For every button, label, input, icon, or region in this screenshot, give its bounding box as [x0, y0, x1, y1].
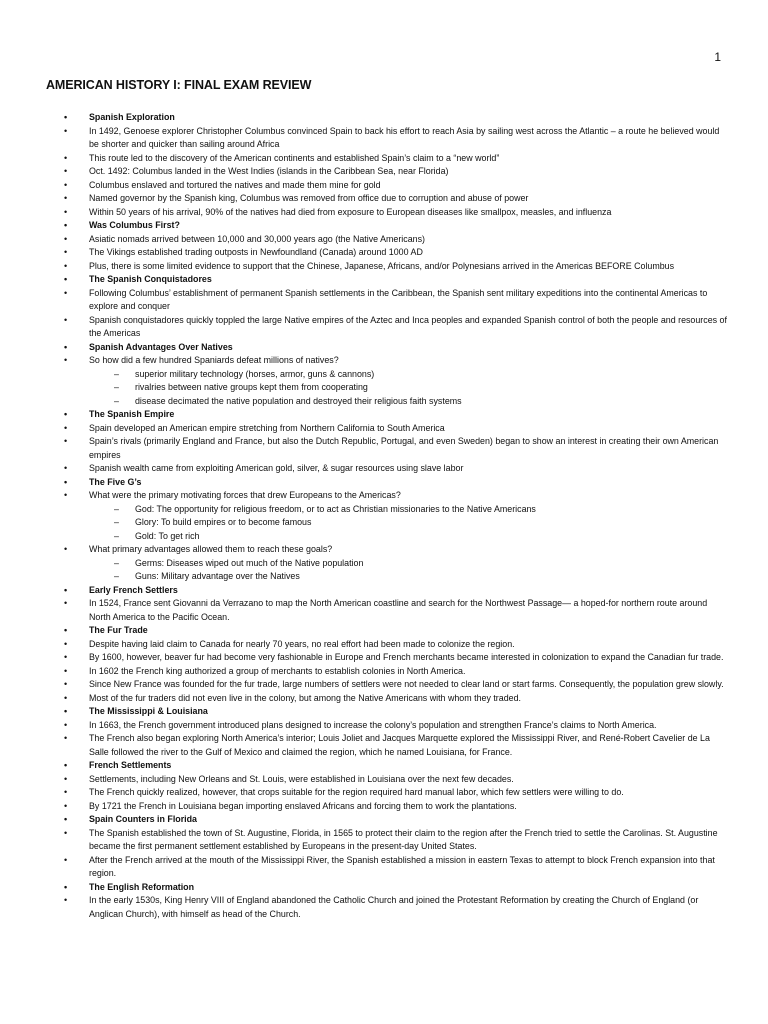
sub-list-item: – Guns: Military advantage over the Natives — [64, 570, 728, 584]
list-item: • Despite having laid claim to Canada for nearly 70 years, no real effort had been made to colonize the region. — [64, 638, 728, 652]
list-item: • Asiatic nomads arrived between 10,000 and 30,000 years ago (the Native Americans) — [64, 233, 728, 247]
list-item: • The French quickly realized, however, that crops suitable for the region required hard manual labor, which few settlers were willing to do. — [64, 786, 728, 800]
list-item: • Most of the fur traders did not even live in the colony, but among the Native Americans with whom they traded. — [64, 692, 728, 706]
list-item: • In the early 1530s, King Henry VIII of England abandoned the Catholic Church and joined the Protestant Reformation by creating the Church of England (or Anglican Church), with himself as head of the Church. — [64, 894, 728, 921]
list-item: • The Spanish established the town of St. Augustine, Florida, in 1565 to protect their claim to the region after the French tried to settle the Carolinas. St. Augustine became the first permanent settlement established by Europeans in the present-day United States. — [64, 827, 728, 854]
list-item: • Spanish wealth came from exploiting American gold, silver, & sugar resources using slave labor — [64, 462, 728, 476]
section-heading: • Spanish Exploration — [64, 111, 728, 125]
section-heading: • French Settlements — [64, 759, 728, 773]
list-item: • Settlements, including New Orleans and St. Louis, were established in Louisiana over the next few decades. — [64, 773, 728, 787]
section-heading: • The English Reformation — [64, 881, 728, 895]
list-item: • The Vikings established trading outposts in Newfoundland (Canada) around 1000 AD — [64, 246, 728, 260]
list-item: • Within 50 years of his arrival, 90% of the natives had died from exposure to European diseases like smallpox, measles, and influenza — [64, 206, 728, 220]
list-item: • What were the primary motivating forces that drew Europeans to the Americas? — [64, 489, 728, 503]
list-item: • Plus, there is some limited evidence to support that the Chinese, Japanese, Africans, and/or Polynesians arrived in the Americas BEFORE Columbus — [64, 260, 728, 274]
sub-list-item: – God: The opportunity for religious freedom, or to act as Christian missionaries to the Native Americans — [64, 503, 728, 517]
list-item: • In 1492, Genoese explorer Christopher Columbus convinced Spain to back his effort to reach Asia by sailing west across the Atlantic – a route he believed would be shorter and quicker than sailing around Africa — [64, 125, 728, 152]
section-heading: • The Five G’s — [64, 476, 728, 490]
sub-list-item: – superior military technology (horses, armor, guns & cannons) — [64, 368, 728, 382]
list-item: • Since New France was founded for the fur trade, large numbers of settlers were not needed to clear land or start farms. Consequently, the population grew slowly. — [64, 678, 728, 692]
section-heading: • The Spanish Conquistadores — [64, 273, 728, 287]
sub-list-item: – Glory: To build empires or to become famous — [64, 516, 728, 530]
section-heading: • Spain Counters in Florida — [64, 813, 728, 827]
list-item: • By 1600, however, beaver fur had become very fashionable in Europe and French merchants became interested in colonization to expand the Canadian fur trade. — [64, 651, 728, 665]
section-heading: • The Spanish Empire — [64, 408, 728, 422]
page-number: 1 — [714, 50, 721, 64]
list-item: • After the French arrived at the mouth of the Mississippi River, the Spanish established a mission in eastern Texas to attempt to block French expansion into that region. — [64, 854, 728, 881]
sub-list-item: – rivalries between native groups kept them from cooperating — [64, 381, 728, 395]
sub-list-item: – Gold: To get rich — [64, 530, 728, 544]
section-heading: • The Fur Trade — [64, 624, 728, 638]
list-item: • In 1602 the French king authorized a group of merchants to establish colonies in North America. — [64, 665, 728, 679]
review-list — [64, 111, 728, 921]
list-item: • Following Columbus’ establishment of permanent Spanish settlements in the Caribbean, the Spanish sent military expeditions into the continental Americas to explore and conquer — [64, 287, 728, 314]
document-title: AMERICAN HISTORY I: FINAL EXAM REVIEW — [46, 78, 312, 92]
list-item: • Spain developed an American empire stretching from Northern California to South America — [64, 422, 728, 436]
list-item: • Spain’s rivals (primarily England and France, but also the Dutch Republic, Portugal, and even Sweden) began to show an interest in creating their own American empires — [64, 435, 728, 462]
list-item: • In 1524, France sent Giovanni da Verrazano to map the North American coastline and search for the Northwest Passage— a hoped-for northern route around North America to the Pacific Ocean. — [64, 597, 728, 624]
list-item: • In 1663, the French government introduced plans designed to increase the colony’s population and strengthen France’s claims to North America. — [64, 719, 728, 733]
section-heading: • Was Columbus First? — [64, 219, 728, 233]
section-heading: • The Mississippi & Louisiana — [64, 705, 728, 719]
sub-list-item: – disease decimated the native population and destroyed their religious faith systems — [64, 395, 728, 409]
section-heading: • Spanish Advantages Over Natives — [64, 341, 728, 355]
list-item: • Columbus enslaved and tortured the natives and made them mine for gold — [64, 179, 728, 193]
list-item: • This route led to the discovery of the American continents and established Spain’s claim to a “new world” — [64, 152, 728, 166]
list-item: • Named governor by the Spanish king, Columbus was removed from office due to corruption and abuse of power — [64, 192, 728, 206]
list-item: • Spanish conquistadores quickly toppled the large Native empires of the Aztec and Inca peoples and expanded Spanish control of both the people and resources of the Americas — [64, 314, 728, 341]
list-item: • So how did a few hundred Spaniards defeat millions of natives? — [64, 354, 728, 368]
list-item: • By 1721 the French in Louisiana began importing enslaved Africans and forcing them to work the plantations. — [64, 800, 728, 814]
list-item: • Oct. 1492: Columbus landed in the West Indies (islands in the Caribbean Sea, near Florida) — [64, 165, 728, 179]
sub-list-item: – Germs: Diseases wiped out much of the Native population — [64, 557, 728, 571]
section-heading: • Early French Settlers — [64, 584, 728, 598]
list-item: • The French also began exploring North America’s interior; Louis Joliet and Jacques Marquette explored the Mississippi River, and René-Robert Cavelier de La Salle followed the river to the Gulf of Mexico and claimed the region, which he named Louisiana, for France. — [64, 732, 728, 759]
list-item: • What primary advantages allowed them to reach these goals? — [64, 543, 728, 557]
